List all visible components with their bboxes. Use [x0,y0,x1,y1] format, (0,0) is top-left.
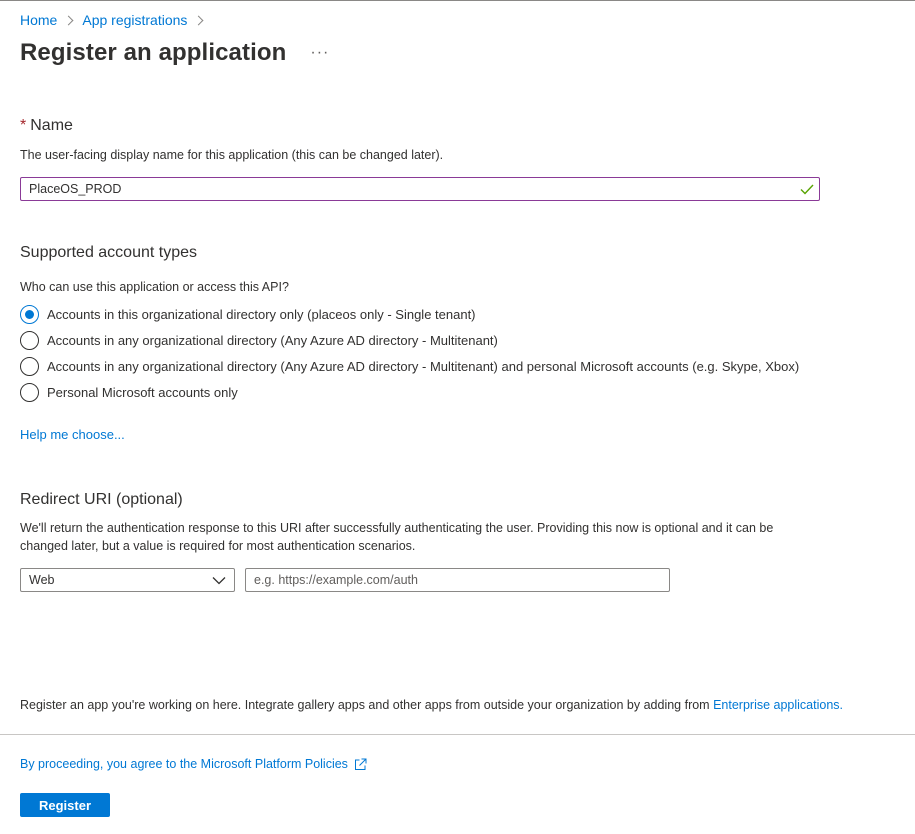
enterprise-applications-link[interactable]: Enterprise applications. [713,698,844,712]
platform-selected-value: Web [29,573,55,587]
checkmark-icon [799,181,815,197]
help-me-choose-link[interactable]: Help me choose... [20,427,125,442]
redirect-uri-heading: Redirect URI (optional) [20,491,183,508]
chevron-down-icon [212,576,226,585]
chevron-right-icon [194,15,204,25]
register-info-text [20,698,843,712]
redirect-uri-description: We'll return the authentication response to this URI after successfully authenticating the user. Providing this now is optional and it can be changed later, but a value is required for most authentication scenarios. [20,521,774,553]
radio-button[interactable] [20,357,39,376]
account-type-label: Personal Microsoft accounts only [47,385,238,400]
radio-button[interactable] [20,383,39,402]
account-type-option-single-tenant[interactable] [20,305,476,324]
account-type-option-multitenant-personal[interactable] [20,357,799,376]
redirect-uri-input[interactable] [245,568,670,592]
account-type-label: Accounts in this organizational directory only (placeos only - Single tenant) [47,307,476,322]
register-button[interactable]: Register [20,793,110,817]
chevron-right-icon [64,15,74,25]
account-type-option-personal-only[interactable] [20,383,238,402]
name-description: The user-facing display name for this application (this can be changed later). [20,148,444,162]
required-indicator: * [20,117,27,134]
platform-policies-label: By proceeding, you agree to the Microsoft Platform Policies [20,757,348,771]
radio-button-selected[interactable] [20,305,39,324]
platform-policies-link[interactable] [20,757,367,771]
more-options-button[interactable]: ··· [310,44,330,61]
title-row [20,39,329,67]
name-field [20,177,820,201]
register-info-label: Register an app you're working on here. Integrate gallery apps and other apps from outside your organization by adding from [20,698,714,712]
name-heading-label: Name [30,117,73,134]
name-heading [20,117,73,135]
account-type-label: Accounts in any organizational directory (Any Azure AD directory - Multitenant) [47,333,498,348]
account-types-question: Who can use this application or access this API? [20,280,289,294]
breadcrumb-app-registrations[interactable]: App registrations [82,12,188,28]
radio-button[interactable] [20,331,39,350]
name-input[interactable] [21,178,799,200]
breadcrumb [20,12,212,28]
account-type-label: Accounts in any organizational directory (Any Azure AD directory - Multitenant) and personal Microsoft accounts (e.g. Skype, Xbox) [47,359,800,374]
account-types-heading: Supported account types [20,244,198,261]
divider [0,734,915,735]
external-link-icon [354,758,367,771]
page-title: Register an application [20,39,287,66]
platform-dropdown[interactable] [20,568,235,592]
account-type-option-multitenant[interactable] [20,331,498,350]
breadcrumb-home[interactable]: Home [20,12,58,28]
